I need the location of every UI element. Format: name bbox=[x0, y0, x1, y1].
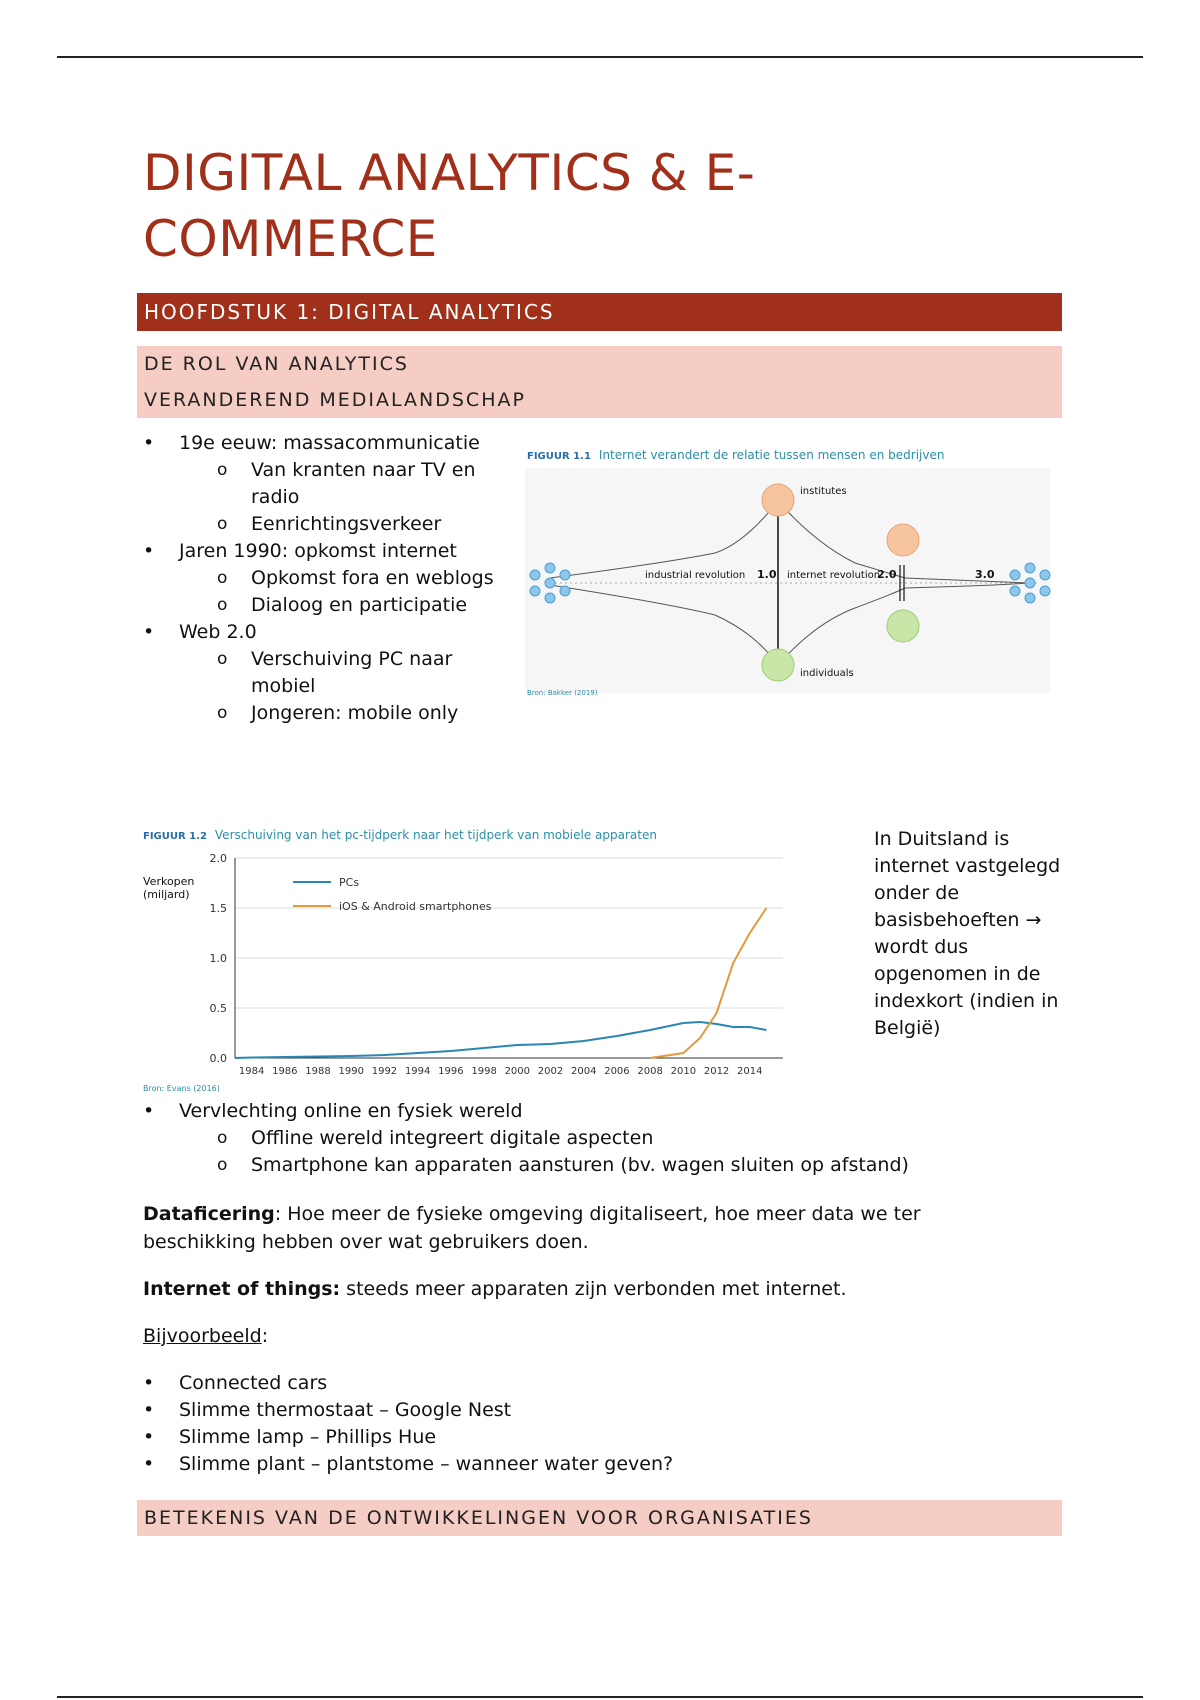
list-item: • Connected cars bbox=[143, 1370, 1003, 1397]
y-tick-label: 2.0 bbox=[209, 852, 227, 865]
x-tick-label: 2006 bbox=[604, 1066, 630, 1077]
x-tick-label: 1996 bbox=[438, 1066, 464, 1077]
y-tick-label: 0.5 bbox=[209, 1002, 227, 1015]
list-item: o Verschuiving PC naar mobiel bbox=[179, 646, 513, 700]
label-v2: 2.0 bbox=[877, 568, 897, 581]
section-heading-box bbox=[137, 346, 1062, 418]
x-tick-label: 2004 bbox=[571, 1066, 597, 1077]
x-tick-label: 1990 bbox=[338, 1066, 364, 1077]
list-item: o Dialoog en participatie bbox=[179, 592, 513, 619]
x-tick-label: 2000 bbox=[504, 1066, 531, 1077]
next-section-heading: BETEKENIS VAN DE ONTWIKKELINGEN VOOR ORGANISATIES bbox=[137, 1500, 1062, 1536]
document-title: DIGITAL ANALYTICS & E- COMMERCE bbox=[143, 144, 756, 268]
x-tick-label: 1998 bbox=[471, 1066, 497, 1077]
datafication-paragraph: Dataficering: Hoe meer de fysieke omgeving digitaliseert, hoe meer data we ter beschikking hebben over wat gebruikers doen. bbox=[143, 1203, 921, 1253]
x-tick-label: 2002 bbox=[537, 1066, 564, 1077]
list-item: • Slimme plant – plantstome – wanneer water geven? bbox=[143, 1451, 1003, 1478]
legend-label: PCs bbox=[339, 876, 360, 889]
iot-paragraph: Internet of things: steeds meer apparaten zijn verbonden met internet. bbox=[143, 1278, 847, 1300]
y-tick-label: 0.0 bbox=[209, 1052, 227, 1065]
chart-caption: FIGUUR 1.2 Verschuiving van het pc-tijdperk naar het tijdperk van mobiele apparaten bbox=[143, 828, 657, 842]
side-note: In Duitsland is internet vastgelegd onder de basisbehoeften → wordt dus opgenomen in de indexkort (indien in België) bbox=[874, 828, 1061, 1039]
figure-1-1 bbox=[525, 443, 1055, 705]
list-item: o Offline wereld integreert digitale aspecten bbox=[179, 1125, 1043, 1152]
figure-caption: FIGUUR 1.1 Internet verandert de relatie tussen mensen en bedrijven bbox=[527, 448, 945, 462]
examples-list bbox=[143, 1370, 1003, 1478]
label-v1: 1.0 bbox=[757, 568, 777, 581]
series-line-pcs bbox=[235, 1022, 766, 1058]
list-item: • Jaren 1990: opkomst internet o Opkomst fora en weblogs o Dialoog en participatie bbox=[143, 538, 513, 619]
x-tick-label: 2014 bbox=[737, 1066, 763, 1077]
bottom-rule bbox=[57, 1696, 1143, 1698]
x-tick-label: 1988 bbox=[305, 1066, 331, 1077]
list-item: o Van kranten naar TV en radio bbox=[179, 457, 513, 511]
x-tick-label: 2010 bbox=[670, 1066, 697, 1077]
list-item: • Web 2.0 o Verschuiving PC naar mobiel o Jongeren: mobile only bbox=[143, 619, 513, 727]
top-bullets bbox=[143, 430, 513, 727]
x-tick-label: 1994 bbox=[404, 1066, 431, 1077]
section-heading: DE ROL VAN ANALYTICS bbox=[144, 353, 409, 375]
y-axis-label: Verkopen (miljard) bbox=[143, 875, 195, 901]
y-tick-label: 1.5 bbox=[209, 902, 227, 915]
subsection-heading: VERANDEREND MEDIALANDSCHAP bbox=[144, 389, 526, 411]
label-industrial: industrial revolution bbox=[645, 570, 746, 581]
list-item: • Slimme thermostaat – Google Nest bbox=[143, 1397, 1003, 1424]
x-tick-label: 1986 bbox=[272, 1066, 298, 1077]
institutes-node-2 bbox=[887, 524, 919, 556]
list-item: o Eenrichtingsverkeer bbox=[179, 511, 513, 538]
chart-source: Bron: Evans (2016) bbox=[143, 1084, 220, 1093]
institutes-node bbox=[762, 484, 794, 516]
x-tick-label: 1984 bbox=[238, 1066, 265, 1077]
list-item: • Slimme lamp – Phillips Hue bbox=[143, 1424, 1003, 1451]
sales-line-chart bbox=[143, 848, 788, 1093]
list-item: o Jongeren: mobile only bbox=[179, 700, 513, 727]
individuals-node bbox=[762, 649, 794, 681]
label-individuals: individuals bbox=[800, 668, 854, 679]
list-item: o Smartphone kan apparaten aansturen (bv. wagen sluiten op afstand) bbox=[179, 1152, 1043, 1179]
label-internet: internet revolution bbox=[787, 570, 881, 581]
x-tick-label: 2008 bbox=[637, 1066, 663, 1077]
chapter-heading: HOOFDSTUK 1: DIGITAL ANALYTICS bbox=[137, 293, 1062, 331]
figure-source: Bron: Bakker (2019) bbox=[527, 689, 598, 697]
iot-term: Internet of things: bbox=[143, 1278, 341, 1300]
figure-1-2 bbox=[143, 828, 788, 1096]
label-institutes: institutes bbox=[800, 486, 847, 497]
list-item: o Opkomst fora en weblogs bbox=[179, 565, 513, 592]
example-label: Bijvoorbeeld: bbox=[143, 1325, 269, 1347]
x-tick-label: 2012 bbox=[703, 1066, 730, 1077]
legend-label: iOS & Android smartphones bbox=[339, 900, 492, 913]
individuals-node-2 bbox=[887, 610, 919, 642]
y-tick-label: 1.0 bbox=[209, 952, 227, 965]
top-rule bbox=[57, 56, 1143, 58]
x-tick-label: 1992 bbox=[371, 1066, 398, 1077]
list-item: • Vervlechting online en fysiek wereld o Offline wereld integreert digitale aspecten o Smartphone kan apparaten aansturen (bv. wagen sluiten op afstand) bbox=[143, 1098, 1043, 1179]
datafication-term: Dataficering bbox=[143, 1203, 275, 1225]
mid-bullets bbox=[143, 1098, 1043, 1179]
label-v3: 3.0 bbox=[975, 568, 995, 581]
list-item: • 19e eeuw: massacommunicatie o Van kranten naar TV en radio o Eenrichtingsverkeer bbox=[143, 430, 513, 538]
series-line-smartphones bbox=[650, 908, 766, 1058]
